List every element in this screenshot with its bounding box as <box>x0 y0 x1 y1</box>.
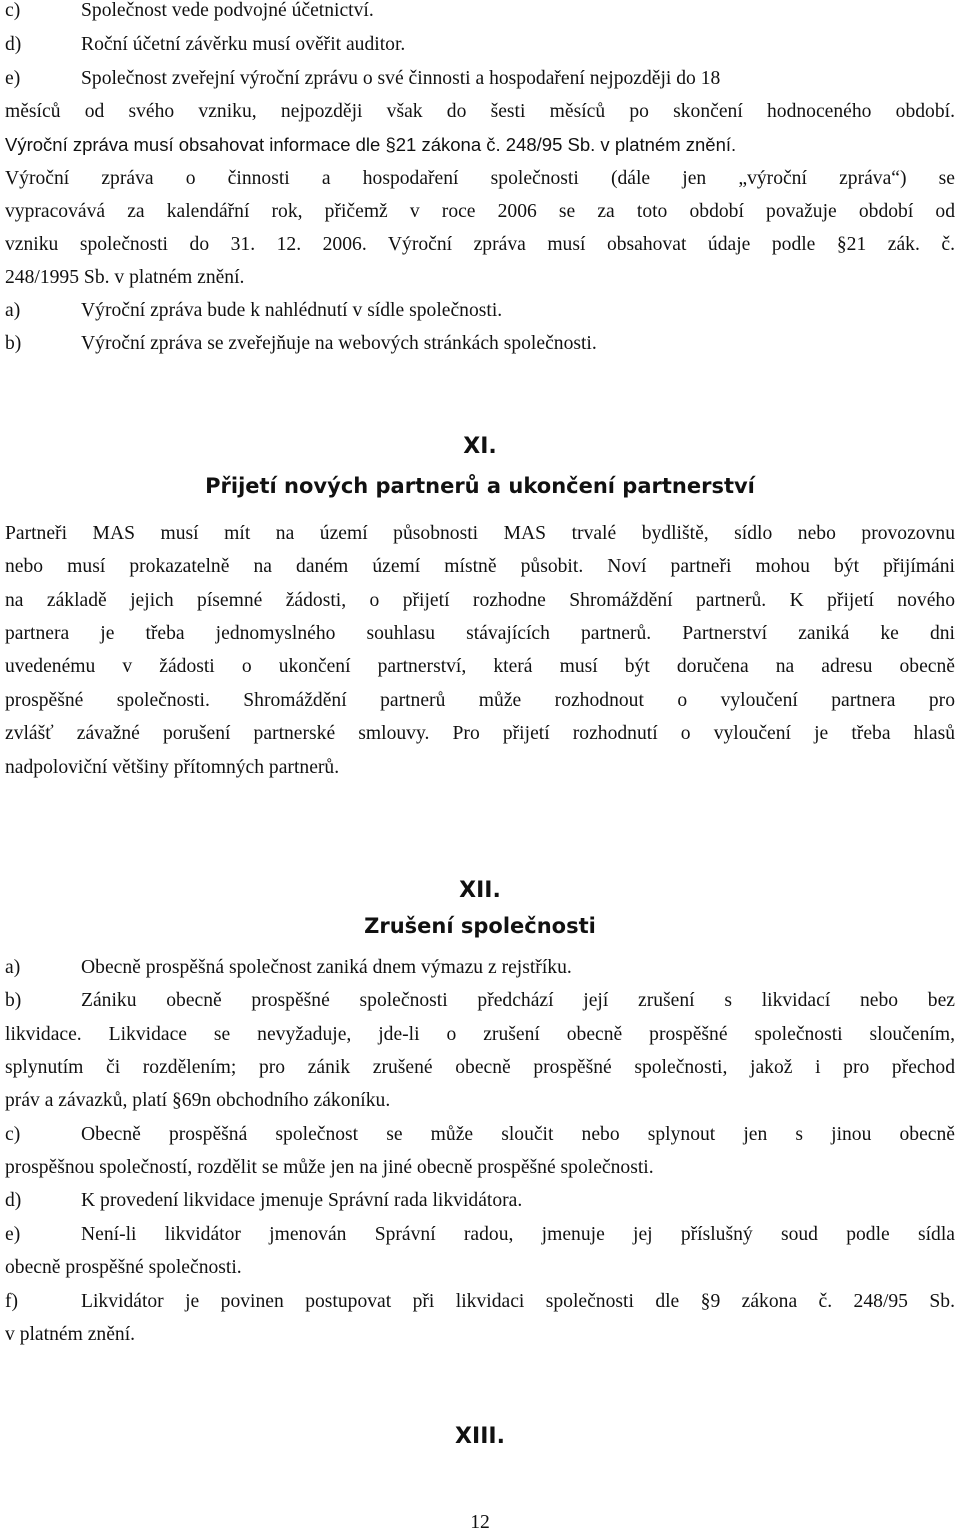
list-label: e) <box>5 1224 21 1245</box>
list-item-e <box>5 62 955 96</box>
section-title: Přijetí nových partnerů a ukončení partnerství <box>205 474 755 498</box>
paragraph-line: likvidace. Likvidace se nevyžaduje, jde-li o zrušení obecně prospěšné společnosti sloučením, <box>5 1024 955 1045</box>
list-item-c <box>5 0 955 28</box>
list-text-line: Společnost zveřejní výroční zprávu o své činnosti a hospodaření nejpozději do 18 <box>81 68 721 89</box>
list-text-line: Zániku obecně prospěšné společnosti předchází její zrušení s likvidací nebo bez <box>81 990 955 1011</box>
list-label: d) <box>5 34 22 55</box>
list-item-b <box>5 984 955 1018</box>
paragraph-line: partnera je třeba jednomyslného souhlasu stávajících partnerů. Partnerství zaniká ke dni <box>5 623 955 644</box>
list-label: c) <box>5 1124 21 1145</box>
list-item-a <box>5 951 955 985</box>
list-label: a) <box>5 957 21 978</box>
list-text: K provedení likvidace jmenuje Správní rada likvidátora. <box>81 1190 523 1211</box>
section-number: XI. <box>463 434 497 459</box>
paragraph-line: nebo musí prokazatelně na daném území místně působit. Noví partneři mohou být přijímáni <box>5 556 955 577</box>
section-number: XII. <box>459 878 501 903</box>
list-label: f) <box>5 1291 19 1312</box>
paragraph-line: prospěšnou společností, rozdělit se může jen na jiné obecně prospěšné společnosti. <box>5 1157 654 1178</box>
paragraph-line: splynutím či rozdělením; pro zánik zrušené obecně prospěšné společnosti, jakož i pro přechod <box>5 1057 955 1078</box>
list-text-line: Obecně prospěšná společnost se může sloučit nebo splynout jen s jinou obecně <box>81 1124 955 1145</box>
list-label: b) <box>5 990 22 1011</box>
list-item-a <box>5 294 955 328</box>
list-text: Výroční zpráva bude k nahlédnutí v sídle společnosti. <box>81 300 503 321</box>
list-item-d <box>5 1184 955 1218</box>
paragraph-line: Výroční zpráva musí obsahovat informace dle §21 zákona č. 248/95 Sb. v platném znění. <box>5 134 737 155</box>
list-text: Roční účetní závěrku musí ověřit auditor. <box>81 34 406 55</box>
paragraph-line: na základě jejich písemné žádosti, o přijetí rozhodne Shromáždění partnerů. K přijetí nového <box>5 590 955 611</box>
paragraph-line: v platném znění. <box>5 1324 136 1345</box>
list-label: a) <box>5 300 21 321</box>
paragraph-line: vypracovává za kalendářní rok, přičemž v roce 2006 se za toto období považuje období od <box>5 201 955 222</box>
paragraph-line: uvedenému v žádosti o ukončení partnerství, která musí být doručena na adresu obecně <box>5 656 955 677</box>
list-text: Společnost vede podvojné účetnictví. <box>81 0 374 21</box>
list-text: Výroční zpráva se zveřejňuje na webových stránkách společnosti. <box>81 333 597 354</box>
paragraph-line: Výroční zpráva o činnosti a hospodaření společnosti (dále jen „výroční zpráva“) se <box>5 168 955 189</box>
section-number: XIII. <box>455 1424 505 1449</box>
paragraph-line: práv a závazků, platí §69n obchodního zákoníku. <box>5 1090 391 1111</box>
list-item-f <box>5 1285 955 1319</box>
paragraph-line: obecně prospěšné společnosti. <box>5 1257 242 1278</box>
paragraph-line: nadpoloviční většiny přítomných partnerů. <box>5 757 340 778</box>
paragraph-line: 248/1995 Sb. v platném znění. <box>5 267 245 288</box>
list-item-d <box>5 28 955 62</box>
list-item-b <box>5 327 955 361</box>
paragraph-line: prospěšné společnosti. Shromáždění partnerů může rozhodnout o vyloučení partnera pro <box>5 690 955 711</box>
paragraph-line: Partneři MAS musí mít na území působnosti MAS trvalé bydliště, sídlo nebo provozovnu <box>5 523 955 544</box>
list-text: Obecně prospěšná společnost zaniká dnem výmazu z rejstříku. <box>81 957 572 978</box>
section-title: Zrušení společnosti <box>364 914 596 938</box>
list-label: b) <box>5 333 22 354</box>
list-label: e) <box>5 68 21 89</box>
list-text-line: Likvidátor je povinen postupovat při likvidaci společnosti dle §9 zákona č. 248/95 Sb. <box>81 1291 955 1312</box>
paragraph-line: vzniku společnosti do 31. 12. 2006. Výroční zpráva musí obsahovat údaje podle §21 zák. č. <box>5 234 955 255</box>
list-text-line: Není-li likvidátor jmenován Správní radou, jmenuje jej příslušný soud podle sídla <box>81 1224 955 1245</box>
list-item-c <box>5 1118 955 1152</box>
paragraph-line: zvlášť závažné porušení partnerské smlouvy. Pro přijetí rozhodnutí o vyloučení je třeba hlasů <box>5 723 955 744</box>
paragraph-line: měsíců od svého vzniku, nejpozději však do šesti měsíců po skončení hodnoceného období. <box>5 101 955 122</box>
page-number: 12 <box>470 1512 490 1533</box>
list-label: c) <box>5 0 21 21</box>
list-label: d) <box>5 1190 22 1211</box>
list-item-e <box>5 1218 955 1252</box>
